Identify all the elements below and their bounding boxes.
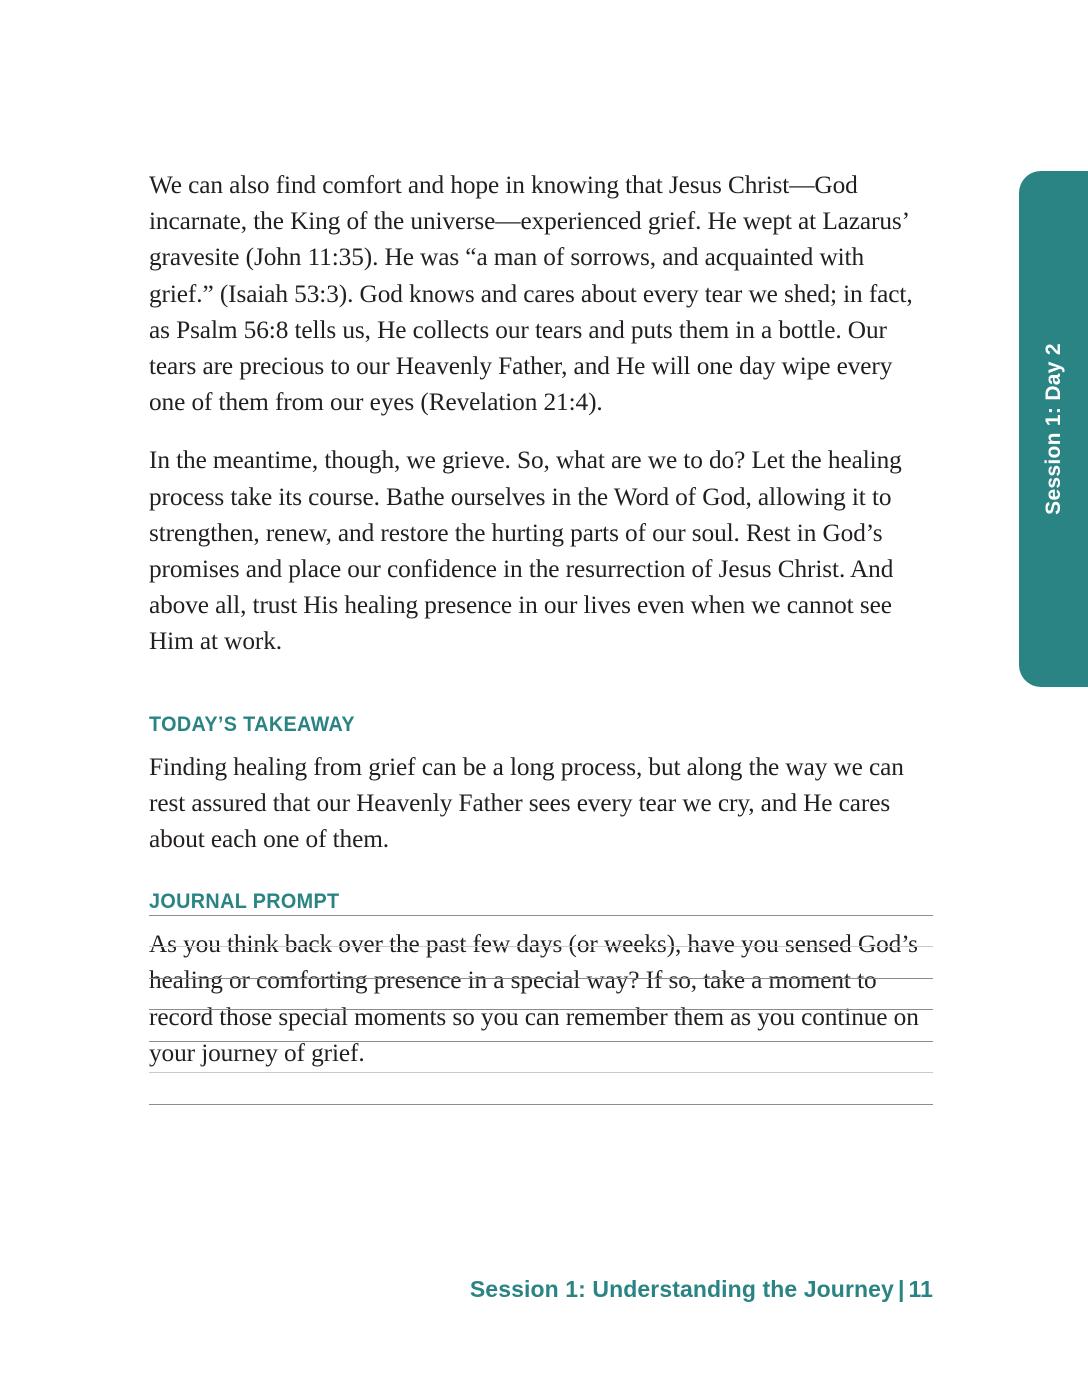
journal-line[interactable]	[149, 1073, 933, 1105]
footer-page-number: 11	[908, 1276, 933, 1302]
session-day-tab-label: Session 1: Day 2	[1041, 343, 1065, 515]
page-footer	[0, 1276, 933, 1303]
journal-line[interactable]	[149, 1042, 933, 1074]
spacer-before-takeaway	[149, 682, 933, 712]
journal-line[interactable]	[149, 979, 933, 1011]
journal-line[interactable]	[149, 884, 933, 916]
journal-writing-lines[interactable]	[149, 884, 933, 1105]
journal-prompt-heading: JOURNAL PROMPT	[149, 889, 340, 914]
footer-separator: |	[897, 1276, 905, 1302]
todays-takeaway-section	[149, 712, 933, 858]
journal-line[interactable]	[149, 947, 933, 979]
todays-takeaway-heading: TODAY’S TAKEAWAY	[149, 711, 355, 736]
journal-line[interactable]	[149, 916, 933, 948]
journal-prompt-text: As you think back over the past few days (or weeks), have you sensed God’s healing or comforting presence in a special way? If so, take a moment to record those special moments so you can remember them as you continue on your journey of grief.	[149, 930, 919, 1067]
body-paragraph-2: In the meantime, though, we grieve. So, what are we to do? Let the healing process take its course. Bathe ourselves in the Word of God, allowing it to strengthen, renew, and restore the hurting parts of our soul. Rest in God’s promises and place our confidence in the resurrection of Jesus Christ. And above all, trust His healing presence in our lives even when we cannot see Him at work.	[149, 446, 902, 656]
journal-line[interactable]	[149, 1010, 933, 1042]
todays-takeaway-text: Finding healing from grief can be a long process, but along the way we can rest assured that our Heavenly Father sees every tear we cry, and He cares about each one of them.	[149, 752, 904, 854]
session-day-tab	[1019, 171, 1088, 687]
footer-title: Session 1: Understanding the Journey	[469, 1276, 894, 1302]
body-paragraph-1: We can also find comfort and hope in knowing that Jesus Christ—God incarnate, the King of the universe—experienced grief. He wept at Lazarus’ gravesite (John 11:35). He was “a man of sorrows, and acquainted with grief.” (Isaiah 53:3). God knows and cares about every tear we shed; in fact, as Psalm 56:8 tells us, He collects our tears and puts them in a bottle. Our tears are precious to our Heavenly Father, and He will one day wipe every one of them from our eyes (Revelation 21:4).	[149, 171, 913, 417]
